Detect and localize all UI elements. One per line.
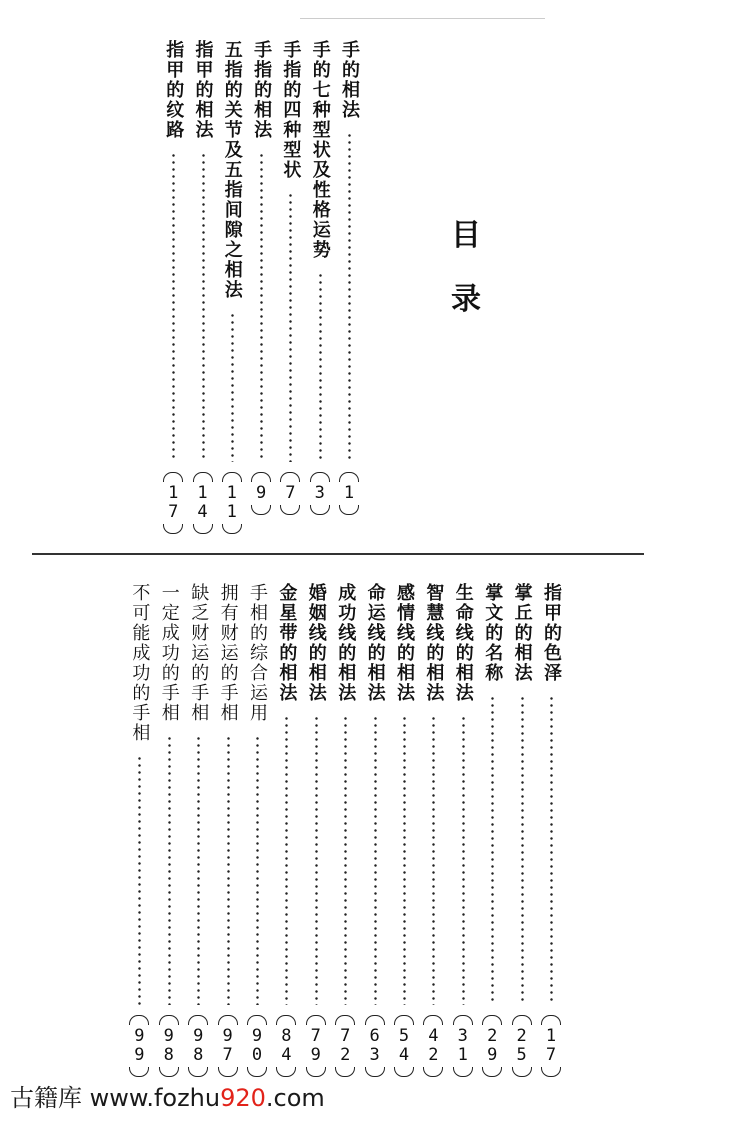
toc-page-digit: 9: [193, 1026, 204, 1046]
toc-entry[interactable]: [273, 583, 299, 1085]
toc-page-digit: 7: [545, 1045, 557, 1065]
toc-page-digit: 2: [516, 1026, 527, 1046]
toc-heading-char: 录: [451, 282, 481, 317]
watermark-url: www.fozhu920.com: [89, 1084, 325, 1112]
toc-entry-title: 缺乏财运的手相: [188, 583, 210, 723]
toc-entry-title: 命运线的相法: [364, 583, 386, 703]
toc-page-number: [479, 1015, 505, 1077]
toc-entry[interactable]: [509, 583, 535, 1085]
toc-page-number: [538, 1015, 564, 1077]
toc-leader-dots: [168, 735, 171, 1005]
toc-page-digit: 9: [251, 1026, 263, 1046]
toc-entry[interactable]: [332, 583, 358, 1085]
toc-entry[interactable]: [156, 583, 182, 1085]
toc-entry[interactable]: [215, 583, 241, 1085]
toc-entry-title: 金星带的相法: [276, 583, 298, 703]
toc-page-digit: 8: [163, 1045, 174, 1065]
toc-entry[interactable]: [303, 583, 329, 1085]
toc-entry[interactable]: [450, 583, 476, 1085]
toc-entry[interactable]: [185, 583, 211, 1085]
toc-page-digit: 5: [516, 1045, 527, 1065]
watermark: [10, 1078, 325, 1113]
toc-page-digit: 2: [340, 1045, 351, 1065]
watermark-site-name: 古籍库: [10, 1084, 82, 1112]
toc-page-digit: 9: [255, 483, 267, 503]
toc-page-number: [391, 1015, 417, 1077]
toc-entry-title: 手指的相法: [251, 40, 273, 140]
toc-page-digit: 7: [222, 1045, 233, 1065]
toc-page-digit: 1: [545, 1026, 557, 1046]
toc-page-number: [244, 1015, 270, 1077]
toc-entry-title: 指甲的色泽: [541, 583, 562, 683]
toc-page-digit: 8: [281, 1026, 292, 1046]
toc-leader-dots: [138, 755, 141, 1005]
toc-page-digit: 4: [398, 1045, 410, 1065]
toc-entry[interactable]: [538, 583, 564, 1085]
toc-page-number: [185, 1015, 211, 1077]
toc-entry[interactable]: [244, 583, 270, 1085]
toc-page-number: [126, 1015, 152, 1077]
toc-leader-dots: [521, 695, 524, 1005]
toc-entry[interactable]: [420, 583, 446, 1085]
toc-page-digit: 3: [457, 1026, 468, 1046]
toc-page-digit: 1: [168, 483, 179, 503]
toc-entry-title: 掌文的名称: [482, 583, 504, 683]
toc-page-digit: 9: [310, 1045, 321, 1065]
toc-leader-dots: [344, 715, 347, 1005]
toc-page-digit: 1: [343, 483, 355, 503]
toc-entry-title: 手的七种型状及性格运势: [309, 40, 331, 260]
toc-page-digit: 9: [487, 1045, 498, 1065]
toc-page-number: [156, 1015, 182, 1077]
toc-entry-title: 指甲的相法: [192, 40, 214, 140]
toc-entry-title: 拥有财运的手相: [217, 583, 239, 723]
toc-leader-dots: [285, 715, 288, 1005]
toc-page-number: [215, 1015, 241, 1077]
toc-page-digit: 2: [487, 1026, 498, 1046]
toc-page-number: [332, 1015, 358, 1077]
toc-page-digit: 9: [134, 1045, 145, 1065]
toc-leader-dots: [432, 715, 435, 1005]
toc-leader-dots: [256, 735, 259, 1005]
toc-page-digit: 7: [310, 1026, 321, 1046]
toc-entry-title: 指甲的纹路: [163, 40, 185, 140]
toc-leader-dots: [462, 715, 465, 1005]
toc-page-digit: 2: [428, 1045, 439, 1065]
toc-page-digit: 4: [281, 1045, 292, 1065]
toc-entry-title: 婚姻线的相法: [305, 583, 327, 703]
toc-page-digit: 6: [369, 1026, 380, 1046]
toc-page-digit: 1: [226, 502, 237, 522]
toc-leader-dots: [491, 695, 494, 1005]
toc-leader-dots: [197, 735, 200, 1005]
toc-entry-title: 不可能成功的手相: [129, 583, 151, 743]
toc-page-digit: 3: [314, 483, 325, 503]
toc-entry-title: 生命线的相法: [452, 583, 474, 703]
toc-page-number: [420, 1015, 446, 1077]
toc-page-digit: 9: [134, 1026, 145, 1046]
toc-page-number: [450, 1015, 476, 1077]
toc-page-digit: 4: [428, 1026, 439, 1046]
toc-page-digit: 5: [398, 1026, 410, 1046]
toc-entry-title: 手指的四种型状: [280, 40, 302, 180]
toc-entry-title: 手的相法: [339, 40, 360, 120]
toc-entry[interactable]: [362, 583, 388, 1085]
toc-leader-dots: [403, 715, 406, 1005]
toc-entry[interactable]: [391, 583, 417, 1085]
toc-page-number: [273, 1015, 299, 1077]
toc-entry-title: 智慧线的相法: [423, 583, 445, 703]
toc-page-digit: 4: [197, 502, 208, 522]
toc-entry-title: 五指的关节及五指间隙之相法: [221, 40, 243, 300]
toc-entry-title: 感情线的相法: [394, 583, 415, 703]
toc-leader-dots: [227, 735, 230, 1005]
toc-page-number: [303, 1015, 329, 1077]
toc-entry-title: 掌丘的相法: [511, 583, 533, 683]
toc-page-digit: 1: [197, 483, 208, 503]
toc-entry[interactable]: [479, 583, 505, 1085]
toc-page-digit: 7: [340, 1026, 351, 1046]
toc-page-digit: 8: [193, 1045, 204, 1065]
toc-page-digit: 1: [457, 1045, 468, 1065]
toc-leader-dots: [315, 715, 318, 1005]
toc-entry-title: 手相的综合运用: [247, 583, 268, 723]
toc-page-digit: 9: [163, 1026, 174, 1046]
toc-entry-title: 成功线的相法: [335, 583, 357, 703]
toc-leader-dots: [374, 715, 377, 1005]
toc-entry[interactable]: [126, 583, 152, 1085]
toc-page-number: [362, 1015, 388, 1077]
toc-page-number: [509, 1015, 535, 1077]
toc-page-digit: 7: [285, 483, 296, 503]
toc-page-digit: 1: [226, 483, 237, 503]
toc-page-digit: 9: [222, 1026, 233, 1046]
toc-page-digit: 0: [251, 1045, 263, 1065]
toc-page-digit: 3: [369, 1045, 380, 1065]
toc-heading-char: 目: [451, 218, 481, 253]
toc-leader-dots: [550, 695, 553, 1005]
toc-page-digit: 7: [168, 502, 179, 522]
toc-entry-title: 一定成功的手相: [158, 583, 180, 723]
